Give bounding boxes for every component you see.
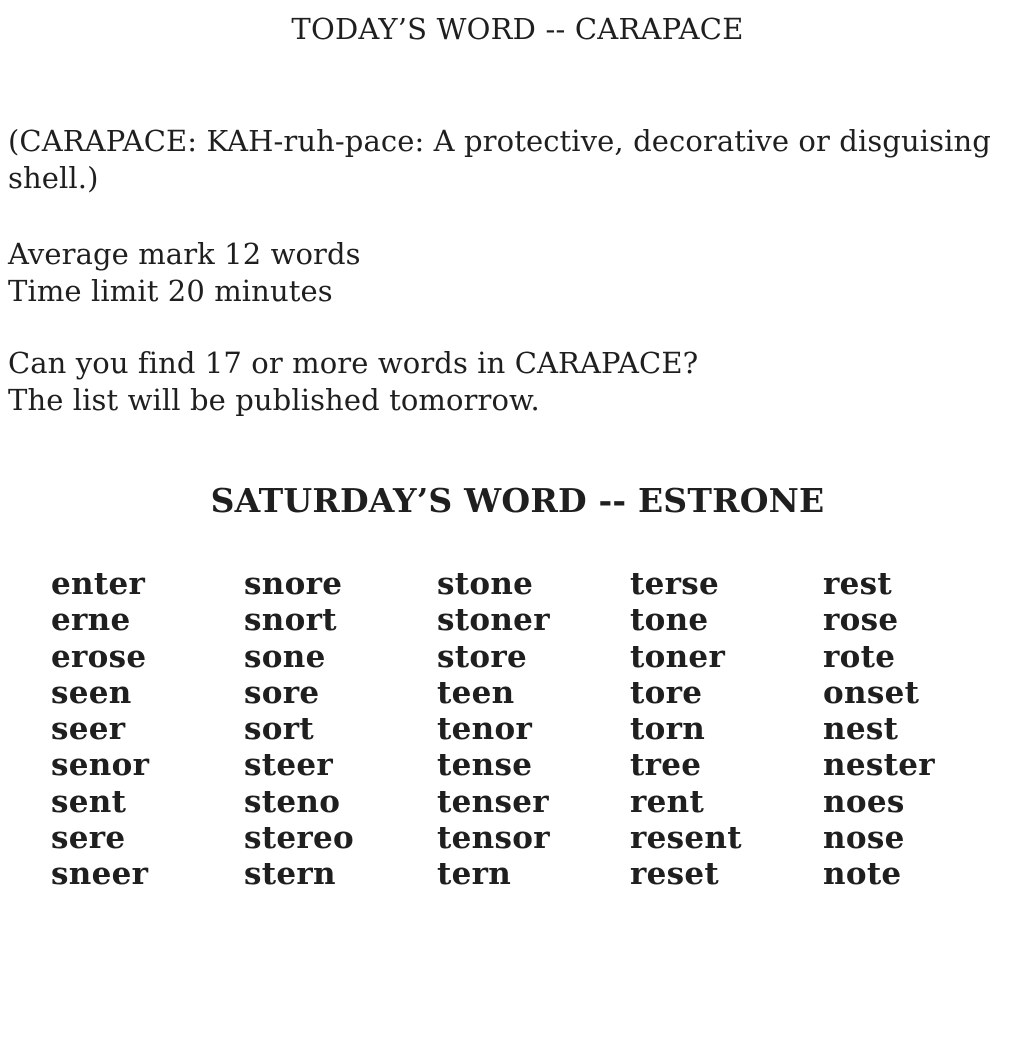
solution-word: seen bbox=[51, 674, 132, 711]
solution-word: sone bbox=[244, 638, 326, 675]
solution-word: teen bbox=[437, 674, 515, 711]
challenge-text bbox=[8, 345, 698, 419]
solution-word: erne bbox=[51, 602, 131, 639]
solution-word: rest bbox=[823, 566, 893, 602]
solution-word: note bbox=[823, 856, 902, 893]
solution-word: erose bbox=[51, 638, 147, 675]
solution-word: store bbox=[437, 638, 528, 675]
challenge-line: Can you find 17 or more words in CARAPACE? bbox=[8, 346, 699, 380]
time-limit: Time limit 20 minutes bbox=[8, 274, 333, 308]
solution-word: stone bbox=[437, 566, 534, 602]
word-definition bbox=[8, 123, 1008, 197]
solution-word: steer bbox=[244, 747, 334, 784]
solution-word: tense bbox=[437, 747, 533, 784]
solution-word: snort bbox=[244, 602, 337, 639]
solution-word: onset bbox=[823, 674, 920, 711]
solution-word: stern bbox=[244, 856, 336, 893]
solution-word: stoner bbox=[437, 602, 550, 639]
solution-word: nose bbox=[823, 820, 905, 857]
solution-word: tree bbox=[630, 747, 702, 784]
solution-word: resent bbox=[630, 820, 742, 857]
solution-word: nest bbox=[823, 711, 899, 748]
word-column-4 bbox=[630, 566, 823, 893]
todays-word-title: TODAY’S WORD -- CARAPACE bbox=[291, 12, 744, 46]
solution-word: snore bbox=[244, 566, 343, 602]
solution-word: seer bbox=[51, 711, 126, 748]
saturdays-word-title: SATURDAY’S WORD -- ESTRONE bbox=[210, 481, 825, 520]
solution-word: tensor bbox=[437, 820, 550, 857]
solution-word: tone bbox=[630, 602, 709, 639]
solution-word: enter bbox=[51, 566, 146, 602]
solution-word: sneer bbox=[51, 856, 149, 893]
solution-word: torn bbox=[630, 711, 706, 748]
solution-word: sent bbox=[51, 783, 127, 820]
definition-line: shell.) bbox=[8, 161, 99, 195]
puzzle-stats bbox=[8, 236, 361, 310]
word-column-1 bbox=[51, 566, 244, 893]
solution-word: rent bbox=[630, 783, 705, 820]
solution-word: nester bbox=[823, 747, 935, 784]
solution-word: senor bbox=[51, 747, 150, 784]
solution-word: tern bbox=[437, 856, 512, 893]
solution-word: reset bbox=[630, 856, 720, 893]
average-mark: Average mark 12 words bbox=[8, 237, 361, 271]
solution-word: tenser bbox=[437, 783, 549, 820]
solution-word-grid bbox=[51, 566, 1016, 893]
word-column-2 bbox=[244, 566, 437, 893]
solution-word: sore bbox=[244, 674, 320, 711]
word-column-5 bbox=[823, 566, 1016, 893]
solution-word: toner bbox=[630, 638, 726, 675]
solution-word: stereo bbox=[244, 820, 355, 857]
solution-word: steno bbox=[244, 783, 341, 820]
solution-word: rote bbox=[823, 638, 896, 675]
solution-word: rose bbox=[823, 602, 899, 639]
definition-line: (CARAPACE: KAH-ruh-pace: A protective, decorative or disguising bbox=[8, 124, 991, 158]
solution-word: tore bbox=[630, 674, 703, 711]
solution-word: sere bbox=[51, 820, 126, 857]
challenge-line: The list will be published tomorrow. bbox=[8, 383, 540, 417]
solution-word: tenor bbox=[437, 711, 533, 748]
solution-word: terse bbox=[630, 566, 720, 602]
solution-word: sort bbox=[244, 711, 314, 748]
solution-word: noes bbox=[823, 783, 905, 820]
word-column-3 bbox=[437, 566, 630, 893]
